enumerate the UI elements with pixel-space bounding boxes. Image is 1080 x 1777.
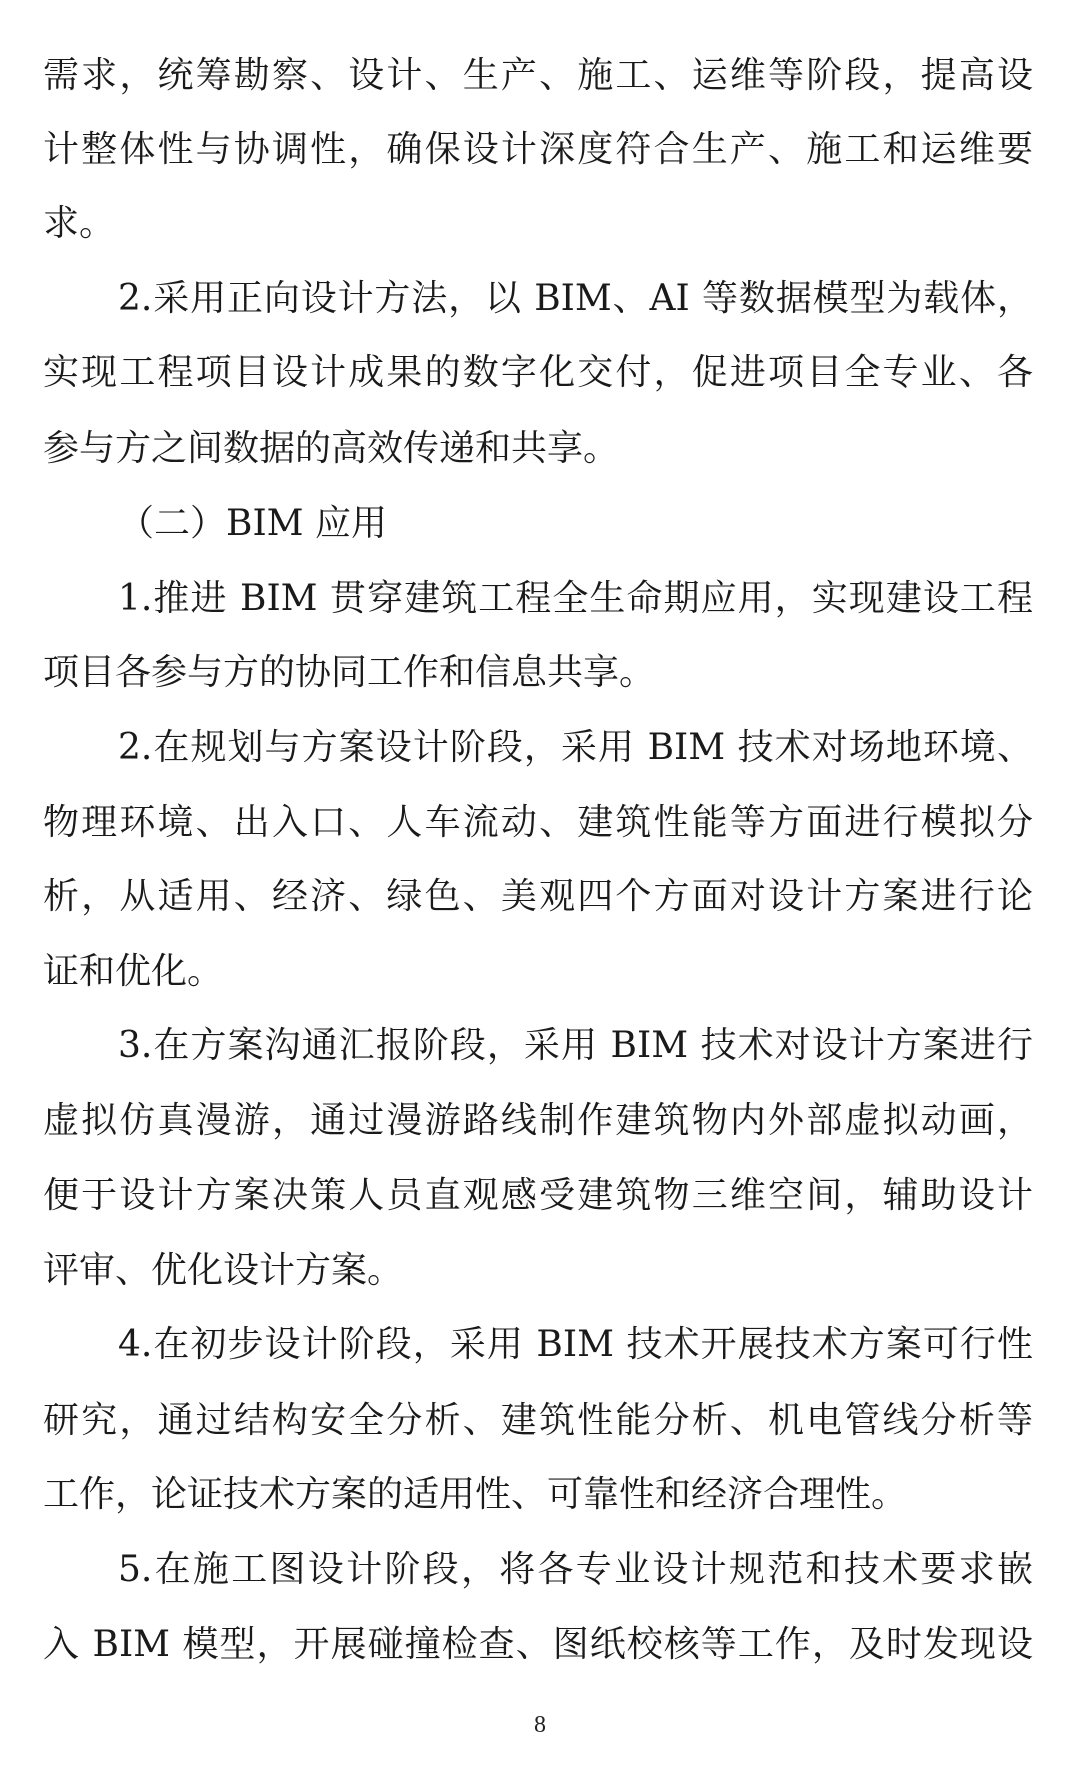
paragraph-line: 便于设计方案决策人员直观感受建筑物三维空间，辅助设计	[43, 1175, 1033, 1216]
page-number: 8	[534, 1712, 546, 1738]
paragraph-line: 入 BIM 模型，开展碰撞检查、图纸校核等工作，及时发现设	[43, 1624, 1033, 1665]
section-heading: （二）BIM 应用	[118, 503, 387, 544]
paragraph-line: 1.推进 BIM 贯穿建筑工程全生命期应用，实现建设工程	[118, 578, 1033, 619]
paragraph-line: 求。	[43, 203, 116, 244]
paragraph-line: 工作，论证技术方案的适用性、可靠性和经济合理性。	[43, 1474, 908, 1515]
paragraph-line: 3.在方案沟通汇报阶段，采用 BIM 技术对设计方案进行	[118, 1025, 1033, 1066]
paragraph-line: 计整体性与协调性，确保设计深度符合生产、施工和运维要	[43, 129, 1033, 170]
paragraph-line: 实现工程项目设计成果的数字化交付，促进项目全专业、各	[43, 352, 1033, 393]
paragraph-line: 2.在规划与方案设计阶段，采用 BIM 技术对场地环境、	[118, 727, 1033, 768]
paragraph-line: 需求，统筹勘察、设计、生产、施工、运维等阶段，提高设	[43, 55, 1033, 96]
paragraph-line: 析，从适用、经济、绿色、美观四个方面对设计方案进行论	[43, 876, 1033, 917]
paragraph-line: 项目各参与方的协同工作和信息共享。	[43, 652, 656, 693]
paragraph-line: 研究，通过结构安全分析、建筑性能分析、机电管线分析等	[43, 1400, 1033, 1441]
paragraph-line: 评审、优化设计方案。	[43, 1250, 404, 1291]
paragraph-line: 4.在初步设计阶段，采用 BIM 技术开展技术方案可行性	[118, 1324, 1033, 1365]
paragraph-line: 2.采用正向设计方法，以 BIM、AI 等数据模型为载体，	[118, 278, 1033, 319]
paragraph-line: 虚拟仿真漫游，通过漫游路线制作建筑物内外部虚拟动画，	[43, 1100, 1033, 1141]
paragraph-line: 参与方之间数据的高效传递和共享。	[43, 428, 620, 469]
paragraph-line: 物理环境、出入口、人车流动、建筑性能等方面进行模拟分	[43, 802, 1033, 843]
paragraph-line: 5.在施工图设计阶段，将各专业设计规范和技术要求嵌	[118, 1549, 1033, 1590]
paragraph-line: 证和优化。	[43, 951, 224, 992]
